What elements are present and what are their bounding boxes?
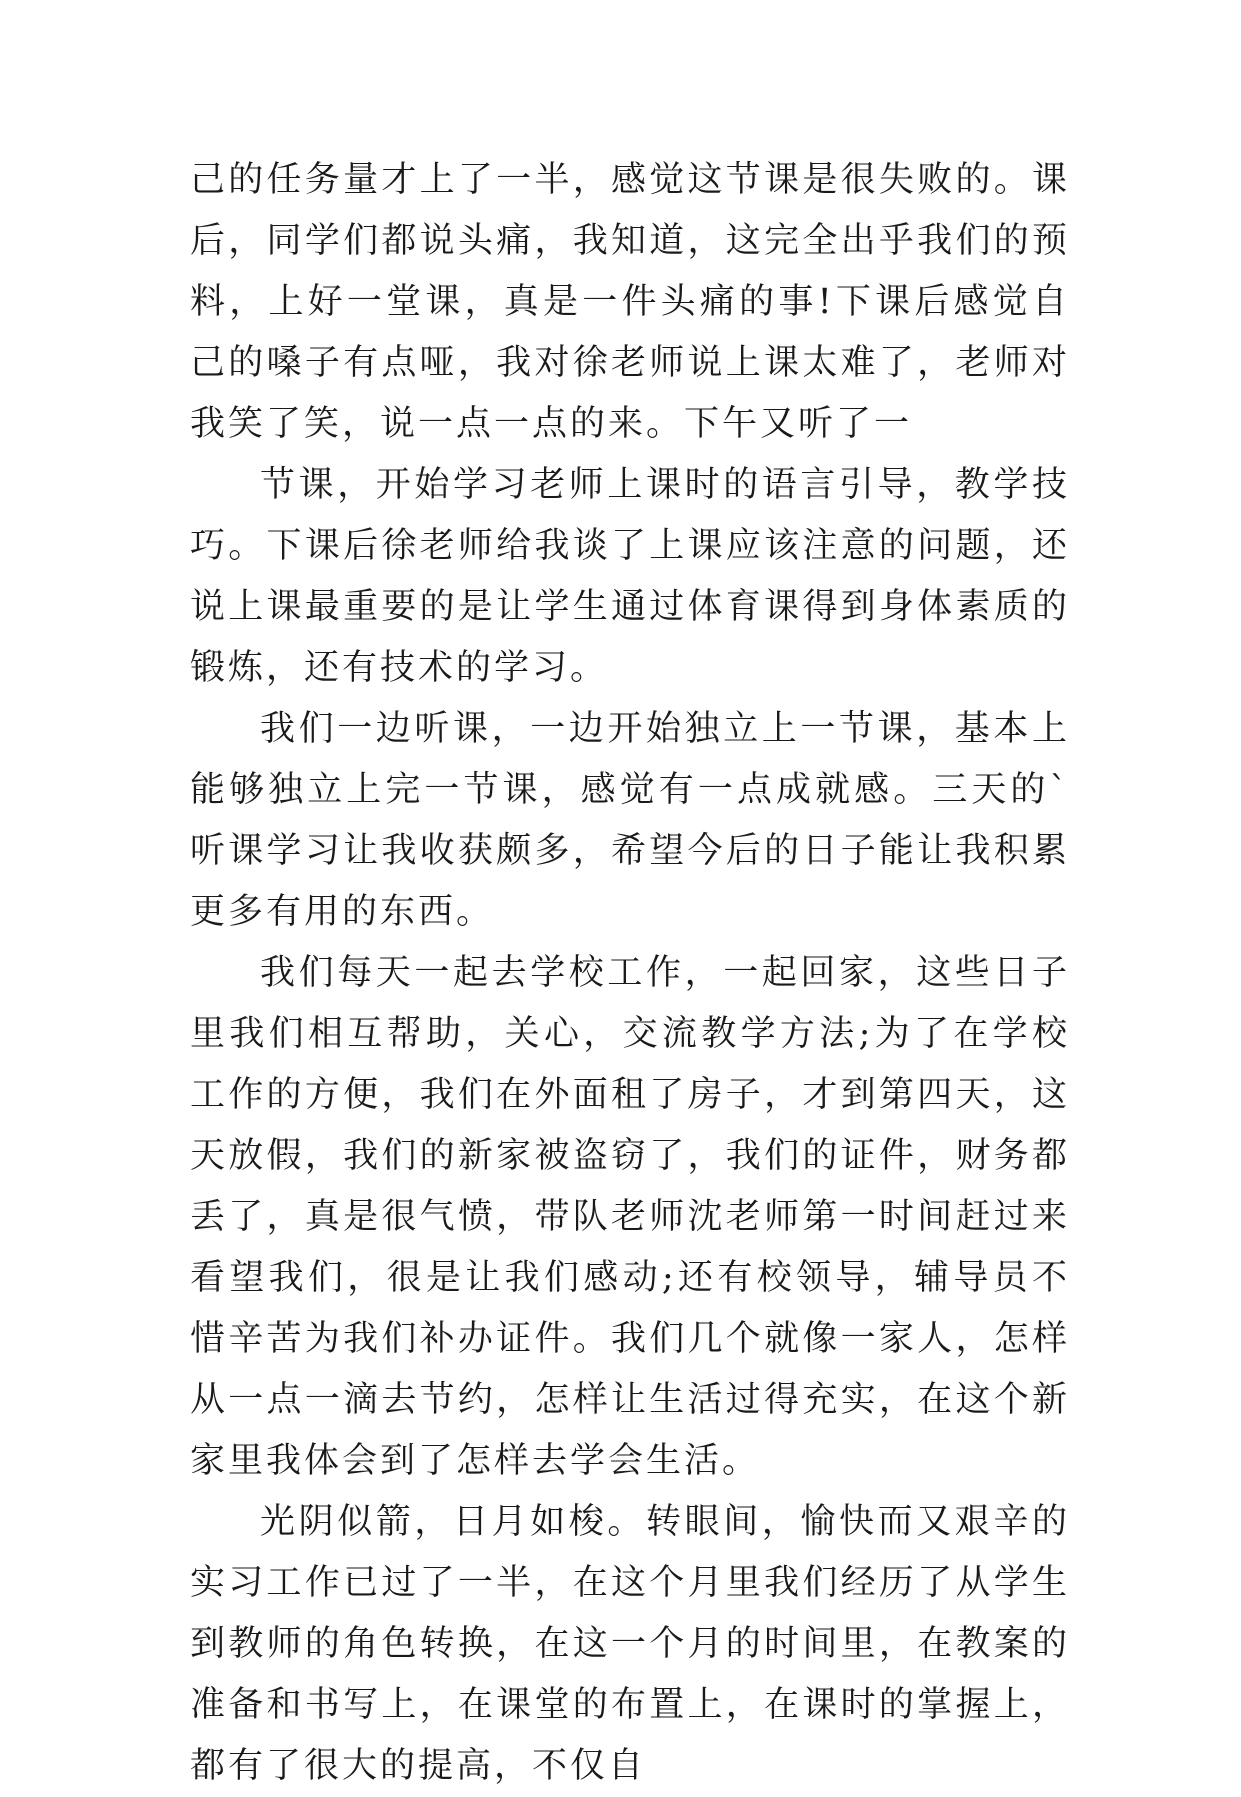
document-body: [190, 150, 1070, 1797]
paragraph-1: 己的任务量才上了一半，感觉这节课是很失败的。课后，同学们都说头痛，我知道，这完全出乎我们的预料，上好一堂课，真是一件头痛的事!下课后感觉自己的嗓子有点哑，我对徐老师说上课太难了，老师对我笑了笑，说一点一点的来。下午又听了一: [190, 160, 1070, 444]
paragraph-2: 节课，开始学习老师上课时的语言引导，教学技巧。下课后徐老师给我谈了上课应该注意的问题，还说上课最重要的是让学生通过体育课得到身体素质的锻炼，还有技术的学习。: [190, 465, 1070, 688]
paragraph-5: 光阴似箭，日月如梭。转眼间，愉快而又艰辛的实习工作已过了一半，在这个月里我们经历了从学生到教师的角色转换，在这一个月的时间里，在教案的准备和书写上，在课堂的布置上，在课时的掌握上，都有了很大的提高，不仅自: [190, 1502, 1070, 1786]
paragraph-3: 我们一边听课，一边开始独立上一节课，基本上能够独立上完一节课，感觉有一点成就感。三天的`听课学习让我收获颇多，希望今后的日子能让我积累更多有用的东西。: [190, 709, 1070, 932]
paragraph-4: 我们每天一起去学校工作，一起回家，这些日子里我们相互帮助，关心，交流教学方法;为了在学校工作的方便，我们在外面租了房子，才到第四天，这天放假，我们的新家被盗窃了，我们的证件，财务都丢了，真是很气愤，带队老师沈老师第一时间赶过来看望我们，很是让我们感动;还有校领导，辅导员不惜辛苦为我们补办证件。我们几个就像一家人，怎样从一点一滴去节约，怎样让生活过得充实，在这个新家里我体会到了怎样去学会生活。: [190, 953, 1070, 1481]
